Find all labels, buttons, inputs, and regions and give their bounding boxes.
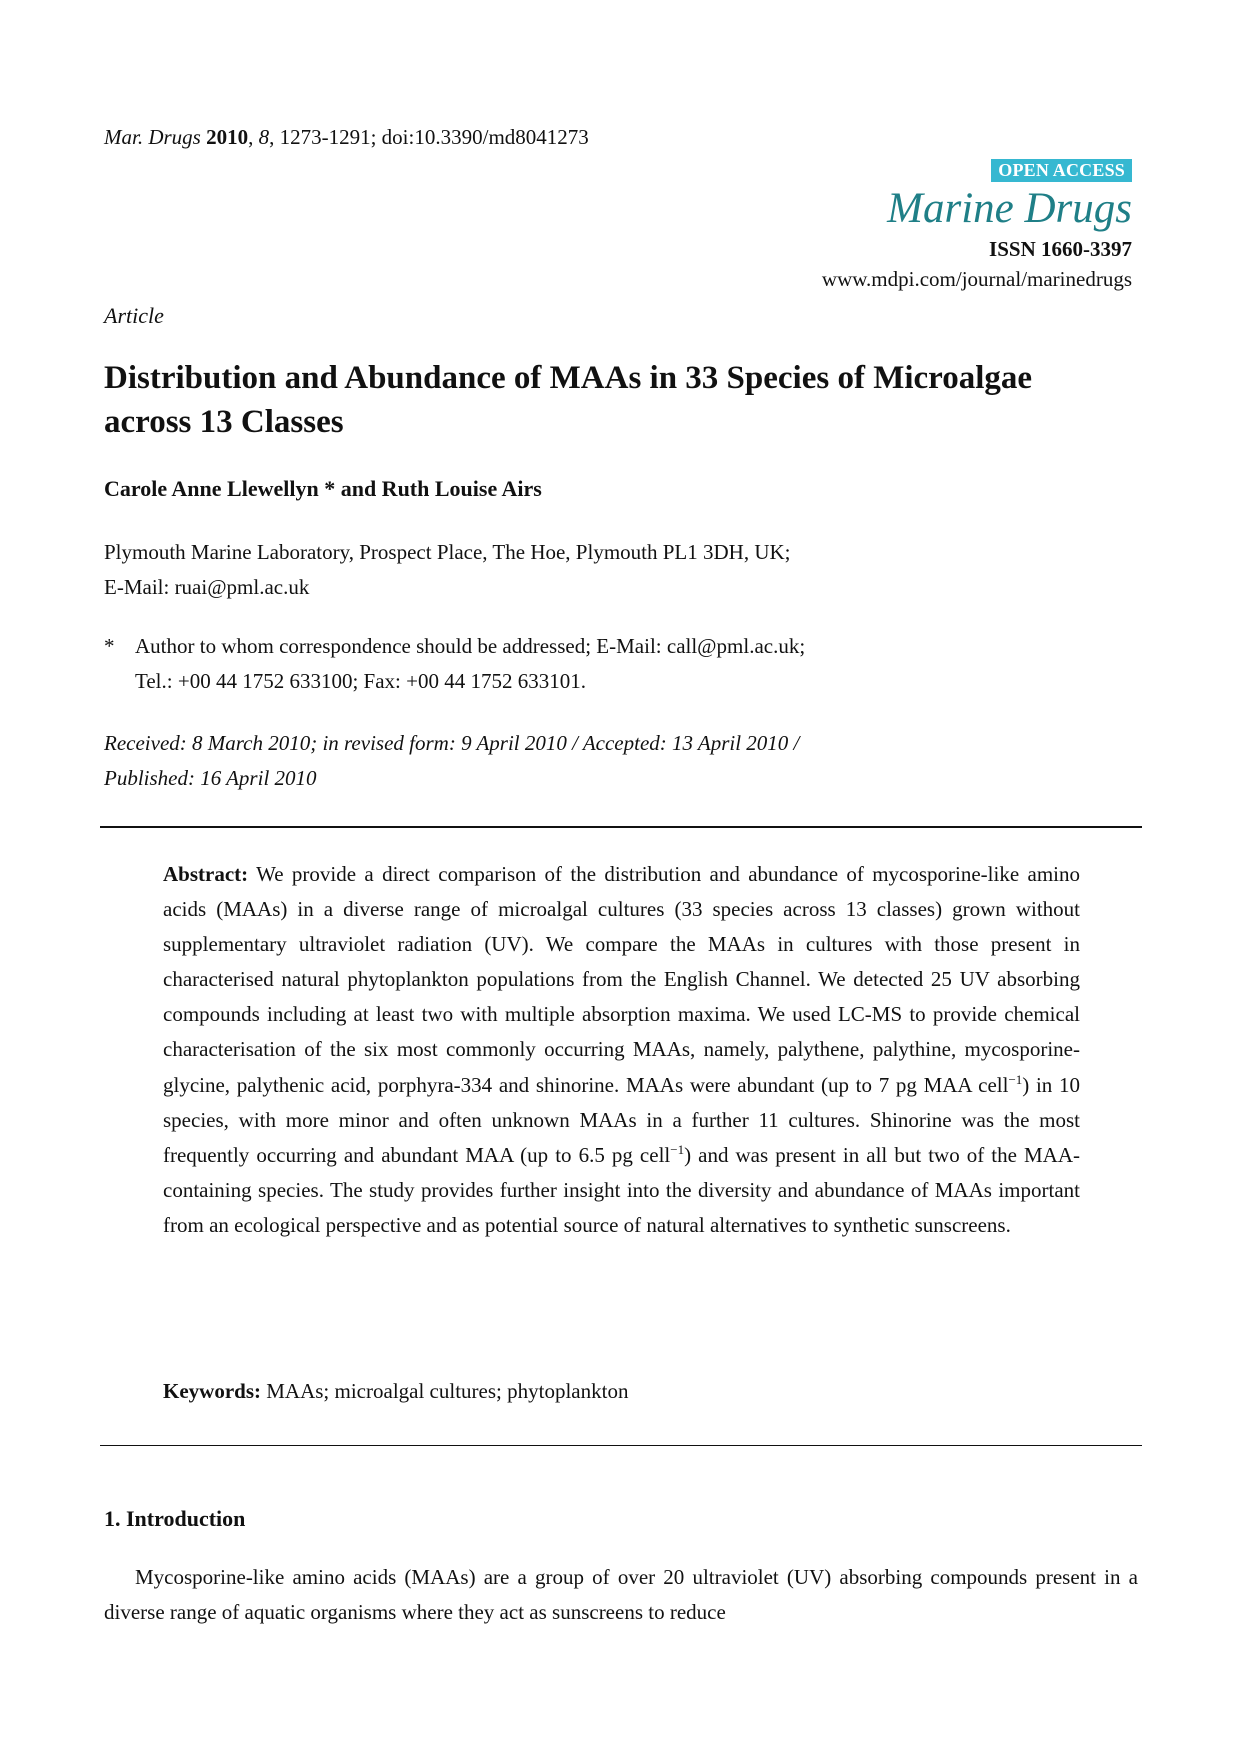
abstract-label: Abstract:	[163, 862, 249, 886]
journal-name: Marine Drugs	[887, 185, 1132, 232]
introduction-paragraph: Mycosporine-like amino acids (MAAs) are a group of over 20 ultraviolet (UV) absorbing compounds present in a diverse range of aquatic organisms where they act as sunscreens to reduce	[104, 1565, 1138, 1624]
section-heading-introduction: 1. Introduction	[104, 1506, 246, 1531]
keywords-label: Keywords:	[163, 1379, 261, 1403]
abstract	[163, 857, 1080, 1243]
affiliation	[104, 535, 791, 605]
affiliation-address: Plymouth Marine Laboratory, Prospect Place, The Hoe, Plymouth PL1 3DH, UK;	[104, 540, 791, 564]
affiliation-email: E-Mail: ruai@pml.ac.uk	[104, 575, 310, 599]
keywords-text: MAAs; microalgal cultures; phytoplankton	[261, 1379, 629, 1403]
abstract-text-3: ) and was present in all but two of the MAA-containing species. The study provides further insight into the diversity and abundance of MAAs important from an ecological perspective and as potential source of natural alternatives to synthetic sunscreens.	[163, 1142, 1080, 1237]
authors: Carole Anne Llewellyn * and Ruth Louise Airs	[104, 476, 542, 501]
citation-pages-doi: , 1273-1291; doi:10.3390/md8041273	[269, 125, 589, 149]
correspondence-note	[104, 629, 805, 699]
correspondence-star: *	[104, 634, 115, 658]
open-access-badge: OPEN ACCESS	[991, 159, 1132, 182]
journal-url[interactable]: www.mdpi.com/journal/marinedrugs	[821, 267, 1132, 291]
correspondence-phone: Tel.: +00 44 1752 633100; Fax: +00 44 1752 633101.	[135, 669, 586, 693]
abstract-text-2: ) in 10 species, with more minor and often unknown MAAs in a further 11 cultures. Shinorine was the most frequently occurring and abundant MAA (up to 6.5 pg cell	[163, 1072, 1080, 1167]
citation-volume: 8	[258, 125, 270, 149]
abstract-superscript-1: −1	[1008, 1071, 1023, 1087]
publication-dates	[104, 726, 799, 796]
received-accepted-dates: Received: 8 March 2010; in revised form: 9 April 2010 / Accepted: 13 April 2010 /	[104, 731, 800, 755]
abstract-text-1: We provide a direct comparison of the distribution and abundance of mycosporine-like amino acids (MAAs) in a diverse range of microalgal cultures (33 species across 13 classes) grown without supplementary ultraviolet radiation (UV). We compare the MAAs in cultures with those present in characterised natural phytoplankton populations from the English Channel. We detected 25 UV absorbing compounds including at least two with multiple absorption maxima. We used LC-MS to provide chemical characterisation of the six most commonly occurring MAAs, namely, palythene, palythine, mycosporine-glycine, palythenic acid, porphyra-334 and shinorine. MAAs were abundant (up to 7 pg MAA cell	[163, 862, 1080, 1097]
divider-bottom	[100, 1445, 1142, 1446]
abstract-superscript-2: −1	[670, 1141, 685, 1157]
divider-top	[100, 826, 1142, 828]
article-type: Article	[104, 303, 164, 328]
citation-year: 2010	[206, 125, 249, 149]
journal-abbreviation: Mar. Drugs	[104, 125, 201, 149]
citation-line: Mar. Drugs 2010, 8, 1273-1291; doi:10.3390/md8041273	[104, 125, 589, 149]
keywords	[163, 1378, 628, 1404]
published-date: Published: 16 April 2010	[104, 766, 317, 790]
paper-title: Distribution and Abundance of MAAs in 33 Species of Microalgae across 13 Classes	[104, 360, 1033, 440]
correspondence-email: Author to whom correspondence should be addressed; E-Mail: call@pml.ac.uk;	[135, 634, 806, 658]
issn: ISSN 1660-3397	[989, 237, 1132, 261]
